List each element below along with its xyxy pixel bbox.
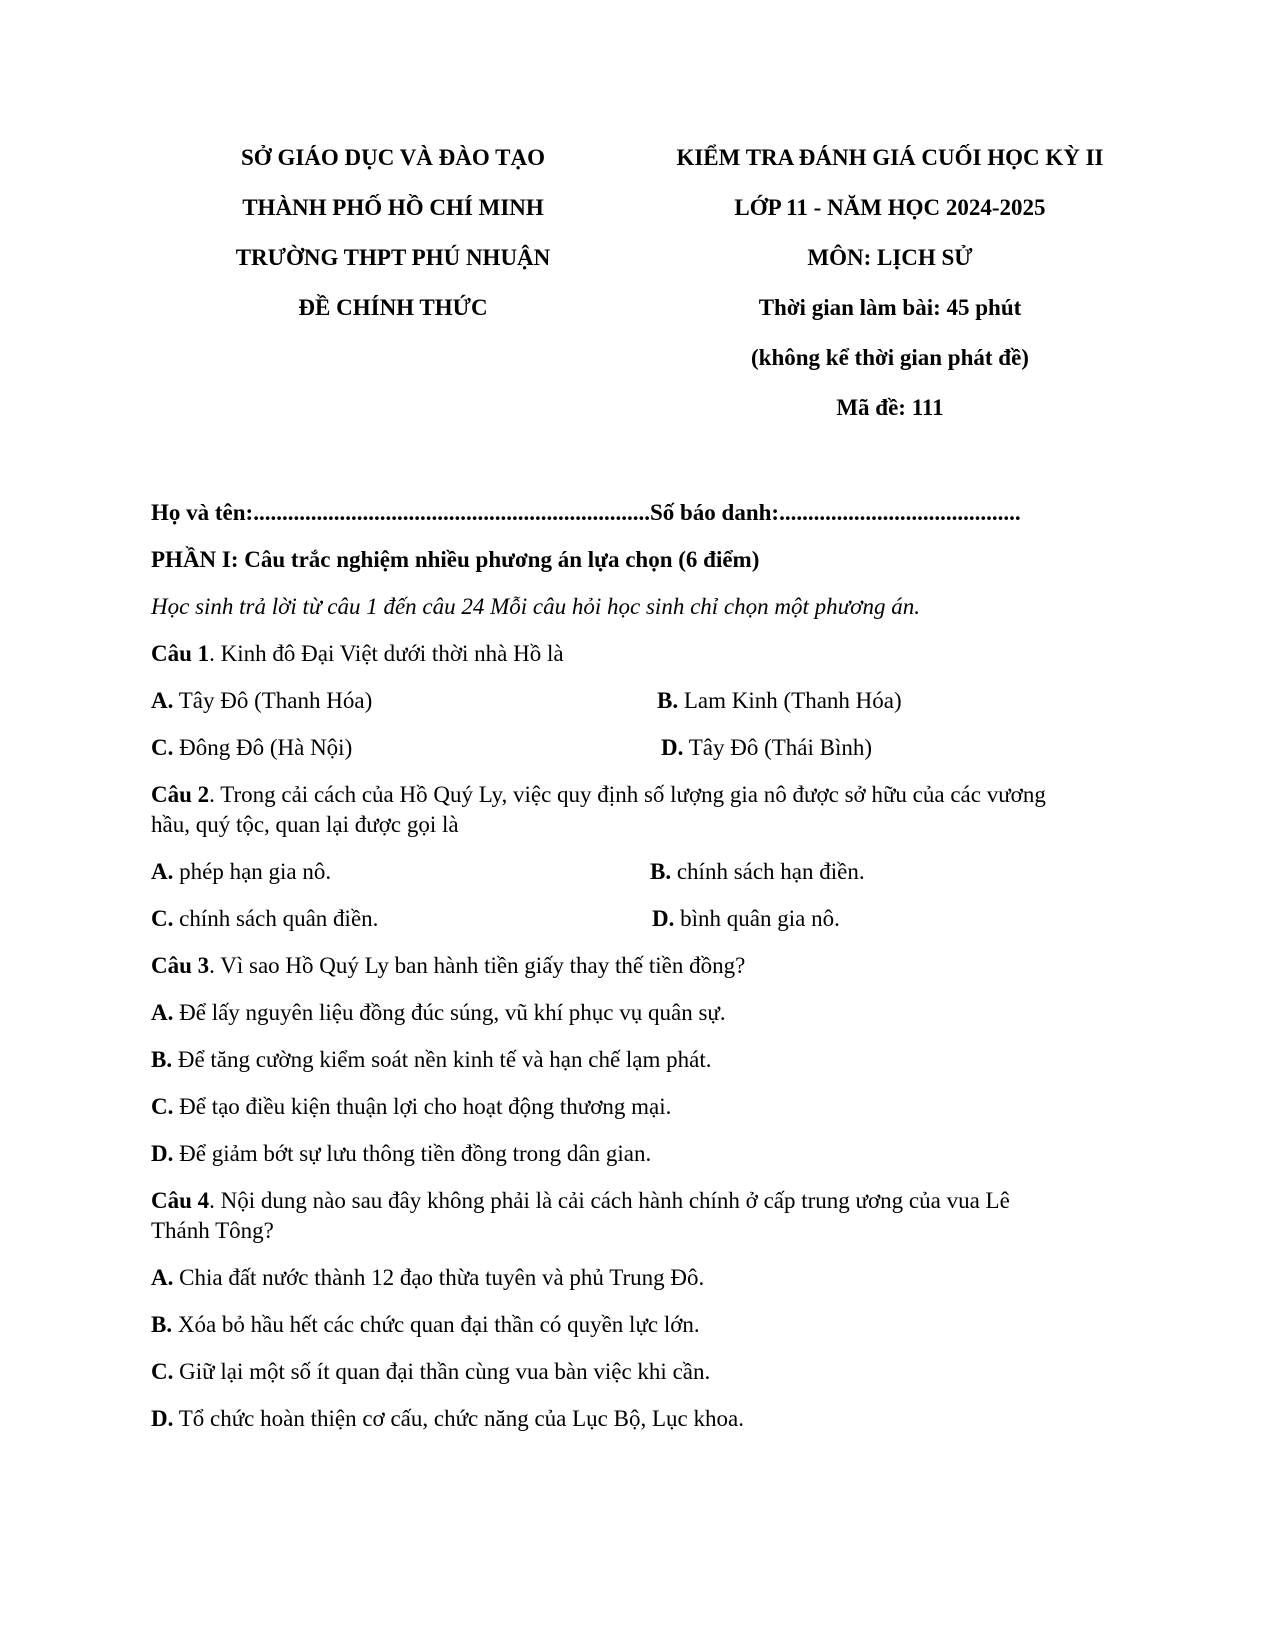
option-b <box>151 1310 1131 1340</box>
option-d <box>151 1139 1131 1169</box>
option-a <box>151 857 331 887</box>
option-b <box>151 1045 1131 1075</box>
option-text: phép hạn gia nô. <box>173 859 332 884</box>
option-d <box>652 904 840 934</box>
header-official-label: ĐỀ CHÍNH THỨC <box>298 295 488 320</box>
question-text: . Vì sao Hồ Quý Ly ban hành tiền giấy thay thế tiền đồng? <box>209 953 746 978</box>
option-key: B. <box>151 1047 173 1072</box>
option-c <box>151 733 352 763</box>
option-key: D. <box>151 1141 174 1166</box>
question-text: . Nội dung nào sau đây không phải là cải cách hành chính ở cấp trung ương của vua Lê <box>209 1188 1010 1213</box>
question-text-continued: Thánh Tông? <box>151 1218 274 1243</box>
option-text: Giữ lại một số ít quan đại thần cùng vua bàn việc khi cần. <box>173 1359 711 1384</box>
option-key: C. <box>151 1359 174 1384</box>
student-id-label: Số báo danh: <box>649 500 780 525</box>
student-info-row <box>151 498 1131 545</box>
option-a <box>151 998 1131 1028</box>
exam-duration-note: (không kể thời gian phát đề) <box>751 345 1029 370</box>
student-id-blank: .......................................... <box>779 500 1021 525</box>
option-text: Tây Đô (Thanh Hóa) <box>173 688 373 713</box>
option-d <box>151 1404 1131 1434</box>
student-name-blank: ..................................................................... <box>253 500 650 525</box>
option-text: Để giảm bớt sự lưu thông tiền đồng trong dân gian. <box>173 1141 652 1166</box>
part1-title: PHẦN I: Câu trắc nghiệm nhiều phương án lựa chọn (6 điểm) <box>151 547 760 572</box>
option-key: A. <box>151 1000 174 1025</box>
option-key: B. <box>151 1312 173 1337</box>
option-key: C. <box>151 906 174 931</box>
option-text: Tây Đô (Thái Bình) <box>683 735 873 760</box>
question-text: . Kinh đô Đại Việt dưới thời nhà Hồ là <box>209 641 564 666</box>
option-b <box>650 857 865 887</box>
option-text: Chia đất nước thành 12 đạo thừa tuyên và phủ Trung Đô. <box>173 1265 705 1290</box>
header-city: THÀNH PHỐ HỒ CHÍ MINH <box>242 195 544 220</box>
option-text: Để tạo điều kiện thuận lợi cho hoạt động thương mại. <box>173 1094 672 1119</box>
exam-code: Mã đề: 111 <box>836 395 944 420</box>
option-text: Lam Kinh (Thanh Hóa) <box>678 688 902 713</box>
question-2-options-row-1 <box>151 857 1131 887</box>
option-key: D. <box>661 735 684 760</box>
question-text-continued: hầu, quý tộc, quan lại được gọi là <box>151 812 459 837</box>
option-text: Để tăng cường kiểm soát nền kinh tế và hạn chế lạm phát. <box>172 1047 712 1072</box>
exam-title: KIỂM TRA ĐÁNH GIÁ CUỐI HỌC KỲ II <box>676 145 1104 170</box>
question-label: Câu 3 <box>151 953 210 978</box>
option-text: Tổ chức hoàn thiện cơ cấu, chức năng của Lục Bộ, Lục khoa. <box>173 1406 744 1431</box>
option-text: bình quân gia nô. <box>674 906 840 931</box>
question-1-options-row-2 <box>151 733 1131 763</box>
option-text: chính sách quân điền. <box>173 906 379 931</box>
option-key: B. <box>650 859 672 884</box>
question-2-options-row-2 <box>151 904 1131 934</box>
option-b <box>657 686 902 716</box>
question-label: Câu 2 <box>151 782 210 807</box>
header-department: SỞ GIÁO DỤC VÀ ĐÀO TẠO <box>241 145 545 170</box>
option-text: Đông Đô (Hà Nội) <box>173 735 353 760</box>
question-2 <box>151 780 1131 840</box>
header-exam-block <box>630 143 1150 443</box>
header-school-block <box>190 143 596 343</box>
question-1 <box>151 639 1131 669</box>
option-text: Xóa bỏ hầu hết các chức quan đại thần có quyền lực lớn. <box>172 1312 700 1337</box>
question-label: Câu 4 <box>151 1188 210 1213</box>
exam-duration: Thời gian làm bài: 45 phút <box>758 295 1022 320</box>
option-d <box>661 733 872 763</box>
exam-grade-year: LỚP 11 - NĂM HỌC 2024-2025 <box>734 195 1046 220</box>
option-key: C. <box>151 735 174 760</box>
question-1-options-row-1 <box>151 686 1131 716</box>
option-key: C. <box>151 1094 174 1119</box>
option-a <box>151 1263 1131 1293</box>
option-c <box>151 904 378 934</box>
question-label: Câu 1 <box>151 641 210 666</box>
question-4 <box>151 1186 1131 1246</box>
option-key: B. <box>657 688 679 713</box>
student-name-label: Họ và tên: <box>151 500 254 525</box>
question-3 <box>151 951 1131 981</box>
option-c <box>151 1092 1131 1122</box>
option-key: A. <box>151 859 174 884</box>
option-key: A. <box>151 1265 174 1290</box>
exam-subject: MÔN: LỊCH SỬ <box>807 245 973 270</box>
question-text: . Trong cải cách của Hồ Quý Ly, việc quy định số lượng gia nô được sở hữu của các vương <box>209 782 1046 807</box>
option-text: chính sách hạn điền. <box>671 859 865 884</box>
header-school: TRƯỜNG THPT PHÚ NHUẬN <box>235 245 551 270</box>
option-text: Để lấy nguyên liệu đồng đúc súng, vũ khí phục vụ quân sự. <box>173 1000 726 1025</box>
option-key: D. <box>151 1406 174 1431</box>
option-key: D. <box>652 906 675 931</box>
option-key: A. <box>151 688 174 713</box>
option-a <box>151 686 372 716</box>
part1-instruction: Học sinh trả lời từ câu 1 đến câu 24 Mỗi câu hỏi học sinh chỉ chọn một phương án. <box>151 594 920 619</box>
option-c <box>151 1357 1131 1387</box>
exam-body <box>151 498 1131 1451</box>
